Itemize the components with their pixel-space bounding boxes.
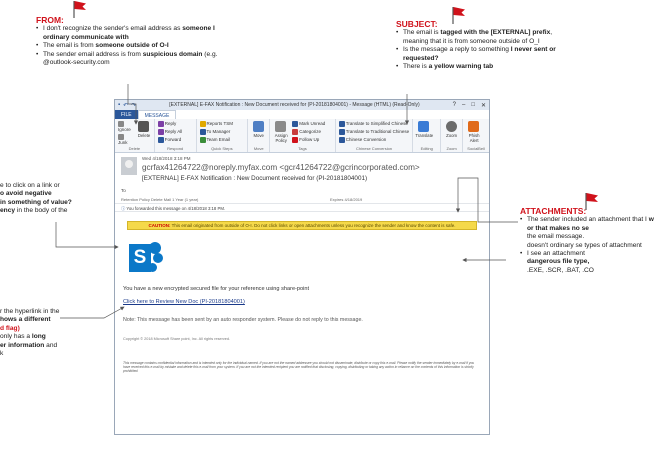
phish-alert-button[interactable]: Phish Alert xyxy=(466,121,482,150)
ignore-button[interactable]: Ignore xyxy=(118,121,134,132)
save-icon[interactable]: ▪ xyxy=(118,101,121,108)
forwarded-infobar: ⓘ You forwarded this message on 4/18/2018 3:18 PM. xyxy=(115,203,489,212)
delete-button[interactable]: Delete xyxy=(137,121,150,150)
message-body xyxy=(115,221,489,434)
ribbon-group-delete: Ignore Junk Delete Delete xyxy=(115,119,155,152)
to-field: To xyxy=(121,188,126,193)
forward-button[interactable]: Forward xyxy=(158,137,183,143)
translate-button[interactable]: Translate xyxy=(416,121,432,150)
caution-tag: CAUTION: xyxy=(148,223,171,228)
mark-unread-button[interactable]: Mark Unread xyxy=(292,121,325,127)
ribbon-group-quick-steps: Reports TSM To Manager Team Email Quick Steps xyxy=(197,119,249,152)
chinese-conversion-button[interactable]: Chinese Conversion xyxy=(339,137,409,143)
expires-date: Expires 4/18/2019 xyxy=(330,197,363,202)
message-header xyxy=(115,153,489,221)
from-item: • I don't recognize the sender's email address as someone I ordinary communicate with xyxy=(36,25,241,42)
junk-button[interactable]: Junk xyxy=(118,134,134,145)
ribbon-group-respond: Reply Reply All Forward Respond xyxy=(155,119,197,152)
traditional-chinese-button[interactable]: Translate to Traditional Chinese xyxy=(339,129,409,135)
retention-policy: Retention Policy Delete Mail 1 Year (1 year) xyxy=(121,197,199,202)
reply-all-button[interactable]: Reply All xyxy=(158,129,183,135)
quick-step-team[interactable]: Team Email xyxy=(200,137,233,143)
close-icon[interactable]: ✕ xyxy=(480,102,486,109)
tab-file[interactable]: FILE xyxy=(115,110,138,119)
window-title: [EXTERNAL] E-FAX Notification : New Document received for (PI-20181804001) - Message (HTML) (Read-Only) xyxy=(169,102,420,108)
from-heading: FROM: xyxy=(36,15,64,25)
attachments-annotation xyxy=(520,206,654,275)
tab-message[interactable]: MESSAGE xyxy=(138,110,177,119)
from-annotation xyxy=(36,16,241,67)
undo-icon[interactable]: ↶ xyxy=(123,102,129,109)
body-intro-text: You have a new encrypted secured file for your reference using share-point xyxy=(123,286,310,292)
minimize-icon[interactable]: – xyxy=(462,101,466,108)
help-icon[interactable]: ? xyxy=(452,101,456,108)
subject-heading: SUBJECT: xyxy=(396,19,438,29)
auto-responder-note: Note: This message has been sent by an auto responder system. Please do not reply to this message. xyxy=(123,317,363,323)
sender-address[interactable]: gcrfax41264722@noreply.myfax.com <gcr41264722@gcrincorporated.com> xyxy=(142,163,420,172)
attachments-item: • The sender included an attachment that I w or that makes no se the email message. doesn't ordinary se types of attachment xyxy=(520,216,610,250)
confidentiality-disclaimer: This message contains confidential information and is intended only for the individual named. If you are not the named addressee you should not disseminate, distribute or copy this e-mail. Please notify the sender immediately by e-mail if you have received this e-mail by mistake and delete this e-mail from your system. If you are not the intended recipient you are notified that disclosing, copying, distributing or taking any action in reliance on the contents of this information is strictly prohibited. xyxy=(123,361,475,374)
quick-step-manager[interactable]: To Manager xyxy=(200,129,233,135)
simplified-chinese-button[interactable]: Translate to Simplified Chinese xyxy=(339,121,409,127)
subject-item: • Is the message a reply to something I never sent or requested? xyxy=(396,46,576,63)
review-doc-link[interactable]: Click here to Review New Doc (PI-20181804001) xyxy=(123,299,245,305)
ribbon-group-tags: Assign Policy Mark Unread Categorize Follow Up Tags xyxy=(270,119,336,152)
reply-button[interactable]: Reply xyxy=(158,121,183,127)
title-bar xyxy=(115,100,489,110)
follow-up-button[interactable]: Follow Up xyxy=(292,137,325,143)
attachments-heading: ATTACHMENTS: xyxy=(520,206,587,216)
content-annotation: e to click on a link or o avoid negative in something of value? ency in the body of the xyxy=(0,182,72,215)
caution-text: This email originated from outside of O-I. Do not click links or open attachments unless you recognize the sender and know the content is safe. xyxy=(171,223,456,228)
subject-item: • There is a yellow warning tab xyxy=(396,63,576,71)
assign-policy-button[interactable]: Assign Policy xyxy=(273,121,289,150)
categorize-button[interactable]: Categorize xyxy=(292,129,325,135)
from-item: • The email is from someone outside of O-I xyxy=(36,42,241,50)
from-item: • The sender email address is from suspicious domain (e.g. @outlook-security.com xyxy=(36,51,241,68)
message-subject: [EXTERNAL] E-FAX Notification : New Document received for (PI-20181804001) xyxy=(142,175,368,182)
ribbon-group-move: Move Move xyxy=(248,119,270,152)
ribbon-group-socialbell: Phish Alert SocialBell xyxy=(463,119,489,152)
maximize-icon[interactable]: □ xyxy=(471,101,475,108)
caution-banner xyxy=(127,221,477,230)
sharepoint-logo-icon: S xyxy=(129,240,163,276)
sent-date: Wed 4/18/2018 3:18 PM xyxy=(142,156,191,161)
ribbon-group-chinese-conversion: Translate to Simplified Chinese Translate to Traditional Chinese Chinese Conversion Chinese Conversion xyxy=(336,119,414,152)
quick-step-reports[interactable]: Reports TSM xyxy=(200,121,233,127)
info-icon: ⓘ xyxy=(121,206,126,211)
zoom-button[interactable]: Zoom xyxy=(444,121,459,150)
copyright-text: Copyright © 2018 Microsoft Share point, Inc. All rights reserved. xyxy=(123,337,231,341)
hyperlink-annotation: r the hyperlink in the hows a different d flag) only has a long er information and k xyxy=(0,308,60,358)
subject-annotation xyxy=(396,20,576,71)
ribbon-tabs xyxy=(115,110,489,119)
move-button[interactable]: Move xyxy=(251,121,266,150)
sender-avatar xyxy=(121,157,137,175)
ribbon-group-zoom: Zoom Zoom xyxy=(441,119,463,152)
outlook-message-window xyxy=(114,99,490,435)
ribbon-group-editing: Translate Editing xyxy=(413,119,441,152)
subject-item: • The email is tagged with the [EXTERNAL] prefix, meaning that it is from someone outside of O_I xyxy=(396,29,576,46)
content-arrow xyxy=(56,222,118,247)
attachments-item: • I see an attachment dangerous file type, .EXE, .SCR, .BAT, .CO xyxy=(520,250,610,275)
redo-icon[interactable]: ↷ xyxy=(131,102,137,109)
ribbon xyxy=(115,119,489,153)
